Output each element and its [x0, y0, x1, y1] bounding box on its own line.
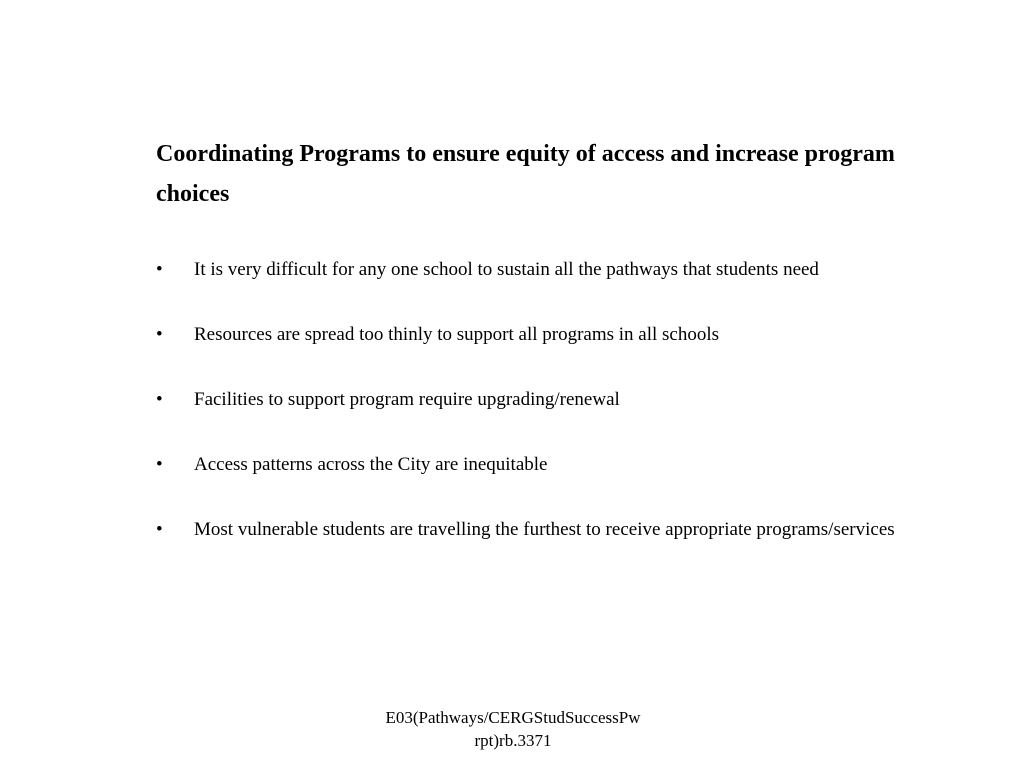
bullet-icon: • [156, 454, 163, 475]
bullet-item [156, 256, 916, 283]
slide-title: Coordinating Programs to ensure equity of access and increase program choices [156, 141, 895, 207]
bullet-icon: • [156, 259, 163, 280]
bullet-icon: • [156, 389, 163, 410]
bullet-icon: • [156, 324, 163, 345]
slide-footer [348, 706, 678, 752]
footer-line: rpt)rb.3371 [474, 731, 552, 750]
bullet-text: Access patterns across the City are inequitable [194, 454, 548, 475]
bullet-text: Facilities to support program require upgrading/renewal [194, 389, 620, 410]
bullet-item [156, 516, 916, 543]
footer-line: E03(Pathways/CERGStudSuccessPw [385, 708, 641, 727]
bullet-icon: • [156, 519, 163, 540]
bullet-item [156, 451, 916, 478]
bullet-list [156, 256, 916, 581]
bullet-text: Most vulnerable students are travelling the furthest to receive appropriate programs/services [194, 519, 895, 540]
bullet-item [156, 321, 916, 348]
bullet-item [156, 386, 916, 413]
bullet-text: Resources are spread too thinly to support all programs in all schools [194, 324, 720, 345]
bullet-text: It is very difficult for any one school to sustain all the pathways that students need [194, 259, 819, 280]
